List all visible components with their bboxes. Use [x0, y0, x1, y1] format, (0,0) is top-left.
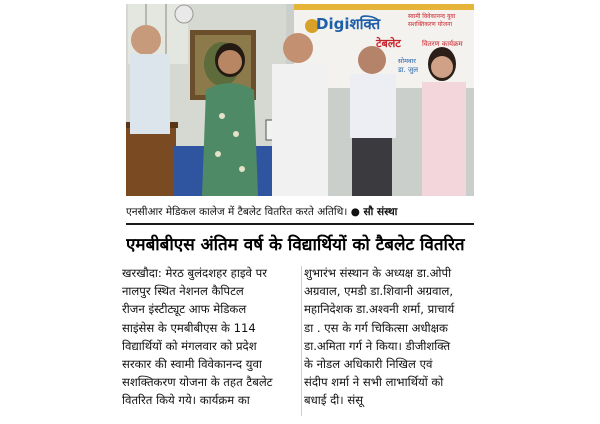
- body-line: बधाई दी। संसू: [304, 393, 364, 408]
- banner-top-line-1: स्वामी विवेकानन्द युवा: [408, 13, 456, 20]
- body-line: खरखौदा: मेरठ बुलंदशहर हाइवे पर: [122, 266, 267, 280]
- body-line: विद्यार्थियों को मंगलवार को प्रदेश: [122, 338, 257, 353]
- body-line: सरकार की स्वामी विवेकानन्द युवा: [122, 356, 262, 371]
- banner-small-1: सोमवार: [398, 57, 416, 65]
- news-clipping: [118, 0, 484, 424]
- headline-rule: [126, 223, 474, 225]
- banner-word: टेबलेट: [376, 37, 401, 50]
- caption-text: एनसीआर मेडिकल कालेज में टैबलेट वितरित करते अतिथि।: [126, 206, 348, 218]
- caption-credit: ● सौ संस्था: [350, 206, 398, 218]
- photo-caption: [126, 203, 474, 221]
- body-line: अग्रवाल, एमडी डा.शिवानी अग्रवाल,: [304, 284, 454, 299]
- body-line: डा . एस के गर्ग चिकित्सा अधीक्षक: [304, 320, 448, 335]
- banner-top-line-2: सशक्तिकरण योजना: [408, 21, 453, 28]
- body-line: साइंसेस के एमबीबीएस के 114: [122, 320, 256, 335]
- column-divider: [301, 266, 302, 416]
- body-column-left: [122, 264, 300, 410]
- body-line: रीजन इंस्टीट्यूट आफ मेडिकल: [122, 302, 247, 317]
- body-line: डा.अमिता गर्ग ने किया। डीजीशक्ति: [304, 338, 451, 353]
- news-photo: [126, 4, 474, 196]
- body-column-right: [304, 264, 480, 410]
- body-line: शुभारंभ संस्थान के अध्यक्ष डा.ओपी: [304, 266, 452, 280]
- banner-event: वितरण कार्यक्रम: [422, 40, 463, 48]
- body-line: के नोडल अधिकारी निखिल एवं: [304, 356, 433, 371]
- body-line: नालपुर स्थित नेशनल कैपिटल: [122, 284, 244, 299]
- banner-logo: Digiशक्ति: [316, 15, 381, 33]
- headline: एमबीबीएस अंतिम वर्ष के विद्यार्थियों को टैबलेट वितरित: [126, 235, 465, 255]
- body-line: वितरित किये गये। कार्यक्रम का: [122, 393, 250, 408]
- banner-small-2: डा. जुल: [398, 66, 418, 74]
- photo-illustration: [126, 4, 474, 196]
- body-line: संदीप शर्मा ने सभी लाभार्थियों को: [304, 375, 444, 390]
- body-line: महानिदेशक डा.अश्वनी शर्मा, प्राचार्य: [304, 302, 455, 317]
- body-line: सशक्तिकरण योजना के तहत टैबलेट: [122, 375, 273, 390]
